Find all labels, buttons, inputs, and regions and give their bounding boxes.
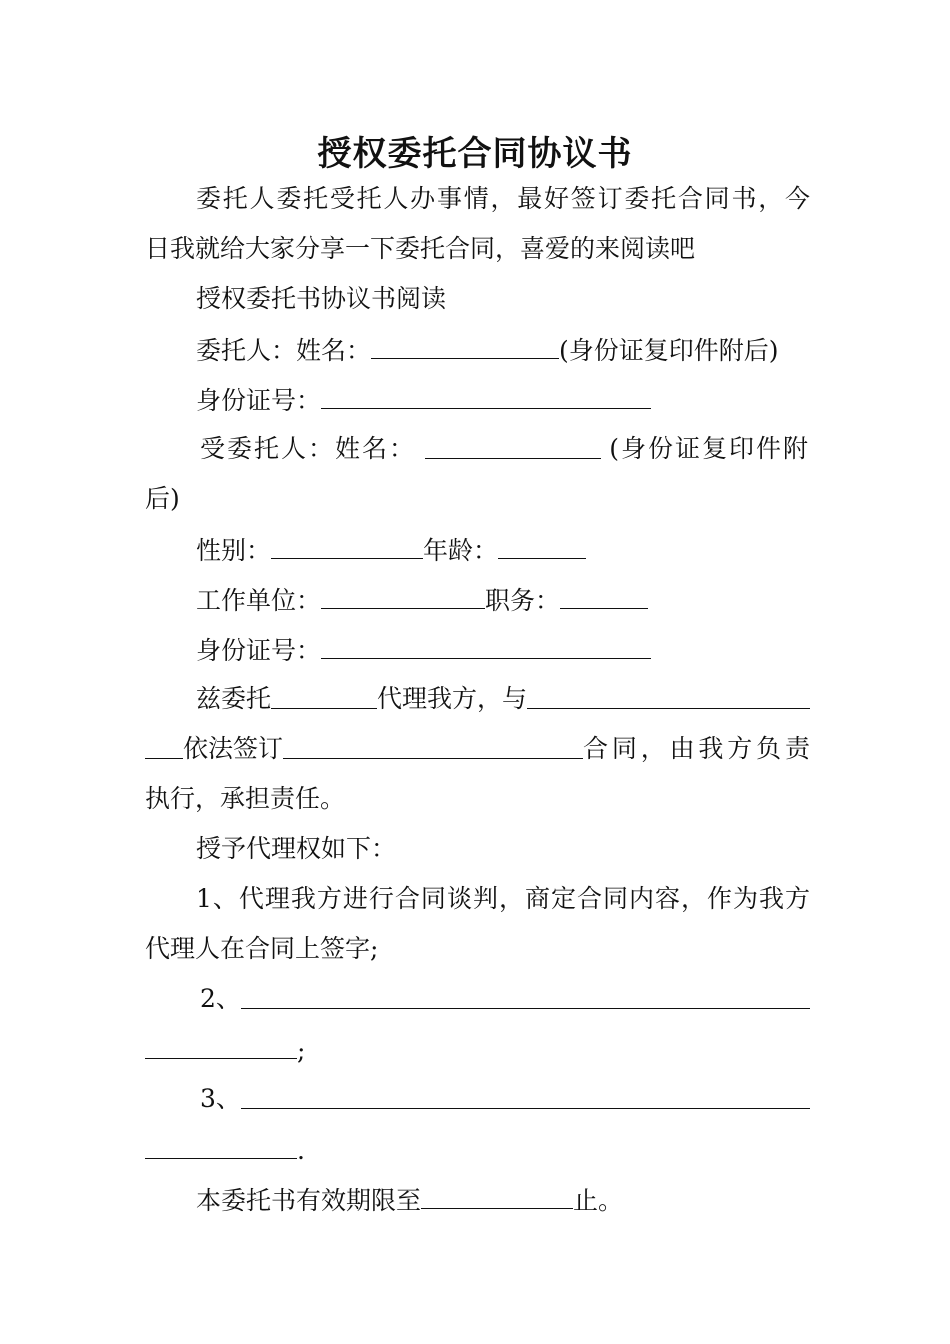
- age-label: 年龄：: [423, 536, 499, 565]
- power-2-end: ;: [297, 1036, 306, 1065]
- principal-name-note: (身份证复印件附后): [559, 336, 779, 365]
- power-1-line-1: 1、代理我方进行合同谈判，商定合同内容，作为我方: [196, 884, 810, 913]
- entrust-row-1: [196, 684, 810, 714]
- powers-heading: 授予代理权如下：: [196, 834, 397, 863]
- subtitle: 授权委托书协议书阅读: [196, 284, 447, 313]
- principal-id-row: [196, 384, 810, 416]
- work-unit-blank[interactable]: [321, 584, 485, 609]
- principal-name-row: [196, 334, 810, 366]
- power-3-number: 3、: [200, 1084, 241, 1113]
- agent-name-blank[interactable]: [425, 434, 601, 459]
- power-3-blank-cont[interactable]: [145, 1134, 297, 1159]
- validity-date-blank[interactable]: [421, 1184, 573, 1209]
- agent-name-note: (身份证复印件附: [609, 434, 810, 463]
- power-3-blank[interactable]: [241, 1084, 810, 1109]
- work-position-row: [196, 584, 810, 616]
- intro-line-1: 委托人委托受托人办事情，最好签订委托合同书，今: [196, 184, 810, 213]
- power-2-blank[interactable]: [241, 984, 810, 1009]
- gender-age-row: [196, 534, 810, 566]
- agent-name-note-cont: 后): [145, 484, 180, 513]
- agent-id-blank[interactable]: [321, 634, 651, 659]
- agent-id-label: 身份证号：: [196, 636, 322, 665]
- power-3-end: .: [297, 1136, 305, 1165]
- validity-row: [196, 1184, 810, 1216]
- entrust-part-1: 兹委托: [196, 684, 272, 713]
- position-blank[interactable]: [560, 584, 648, 609]
- power-1-line-2: 代理人在合同上签字;: [145, 934, 379, 963]
- intro-line-2: 日我就给大家分享一下委托合同，喜爱的来阅读吧: [145, 234, 696, 263]
- agent-name-label: 受委托人：姓名：: [200, 434, 417, 463]
- power-2-row: [200, 984, 810, 1014]
- validity-part-2: 止。: [573, 1186, 624, 1215]
- agent-id-row: [196, 634, 810, 666]
- entrust-party-blank-cont[interactable]: [145, 734, 183, 759]
- entrust-part-2: 代理我方，与: [377, 684, 528, 713]
- principal-id-blank[interactable]: [321, 384, 651, 409]
- power-2-blank-cont[interactable]: [145, 1034, 297, 1059]
- power-2-number: 2、: [200, 984, 241, 1013]
- validity-part-1: 本委托书有效期限至: [196, 1186, 422, 1215]
- entrust-row-2: [145, 734, 810, 764]
- document-title: 授权委托合同协议书: [317, 134, 633, 174]
- gender-label: 性别：: [196, 536, 272, 565]
- entrust-part-3: 依法签订: [183, 734, 284, 763]
- entrust-part-4: 合同，由我方负责: [583, 734, 810, 763]
- position-label: 职务：: [485, 586, 561, 615]
- work-unit-label: 工作单位：: [196, 586, 322, 615]
- age-blank[interactable]: [498, 534, 586, 559]
- power-3-row-cont: [145, 1134, 810, 1166]
- entrust-row-3: 执行，承担责任。: [145, 784, 346, 813]
- entrust-contract-blank[interactable]: [283, 734, 583, 759]
- agent-name-row: [200, 434, 810, 464]
- power-3-row: [200, 1084, 810, 1114]
- entrust-agent-blank[interactable]: [271, 684, 377, 709]
- gender-blank[interactable]: [271, 534, 423, 559]
- entrust-party-blank[interactable]: [527, 684, 810, 709]
- power-2-row-cont: [145, 1034, 810, 1066]
- principal-name-blank[interactable]: [371, 334, 559, 359]
- principal-id-label: 身份证号：: [196, 386, 322, 415]
- principal-name-label: 委托人：姓名：: [196, 336, 372, 365]
